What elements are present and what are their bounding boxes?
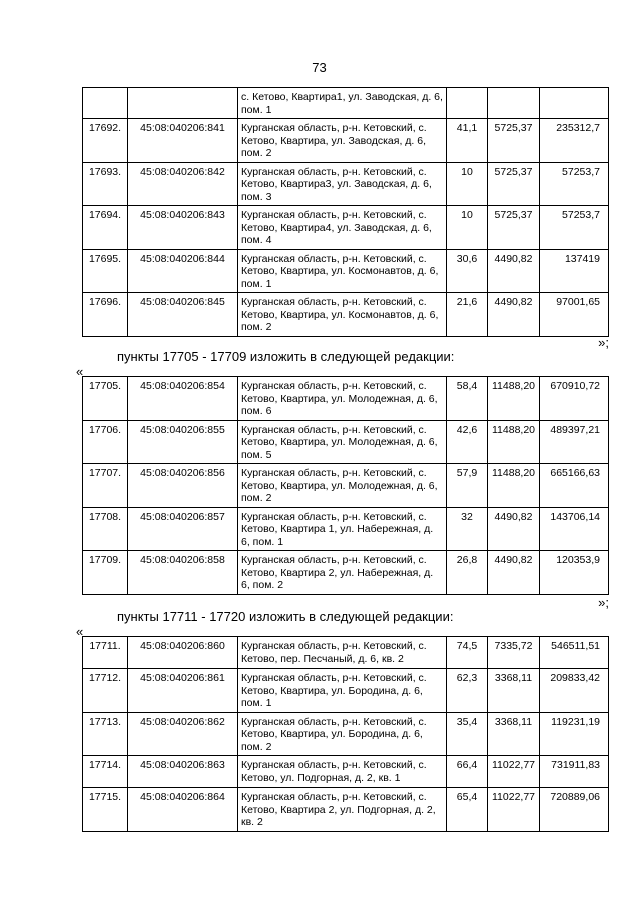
address: Курганская область, р-н. Кетовский, с. Кетово, Квартира, ул. Молодежная, д. 6, пом. 2 [238, 464, 447, 508]
rate: 11488,20 [488, 464, 540, 508]
rate: 3368,11 [488, 712, 540, 756]
rate: 3368,11 [488, 669, 540, 713]
amendment-heading: пункты 17705 - 17709 изложить в следующей редакции: [117, 349, 455, 364]
address: Курганская область, р-н. Кетовский, с. Кетово, Квартира, ул. Молодежная, д. 6, пом. 6 [238, 377, 447, 421]
address: Курганская область, р-н. Кетовский, с. Кетово, Квартира3, ул. Заводская, д. 6, пом. 3 [238, 162, 447, 206]
area [447, 88, 488, 119]
address: Курганская область, р-н. Кетовский, с. Кетово, Квартира 2, ул. Подгорная, д. 2, кв. 2 [238, 788, 447, 832]
rate: 4490,82 [488, 293, 540, 337]
area: 26,8 [447, 551, 488, 595]
table-row [83, 756, 609, 788]
cadastral-number: 45:08:040206:858 [128, 551, 238, 595]
cadastral-value: 97001,65 [540, 293, 609, 337]
cadastral-value [540, 88, 609, 119]
table-row [83, 293, 609, 337]
table-row [83, 637, 609, 669]
amendment-heading: пункты 17711 - 17720 изложить в следующей редакции: [117, 609, 454, 624]
rate: 4490,82 [488, 249, 540, 293]
cadastral-value: 489397,21 [540, 420, 609, 464]
cadastral-number: 45:08:040206:854 [128, 377, 238, 421]
item-number: 17695. [83, 249, 128, 293]
page-number: 73 [312, 60, 327, 75]
item-number: 17707. [83, 464, 128, 508]
rate: 4490,82 [488, 551, 540, 595]
cadastral-number [128, 88, 238, 119]
rate: 4490,82 [488, 507, 540, 551]
cadastral-number: 45:08:040206:857 [128, 507, 238, 551]
area: 58,4 [447, 377, 488, 421]
area: 30,6 [447, 249, 488, 293]
cadastral-number: 45:08:040206:845 [128, 293, 238, 337]
cadastral-number: 45:08:040206:856 [128, 464, 238, 508]
item-number: 17714. [83, 756, 128, 788]
rate [488, 88, 540, 119]
table-row [83, 377, 609, 421]
address: Курганская область, р-н. Кетовский, с. Кетово, Квартира, ул. Бородина, д. 6, пом. 1 [238, 669, 447, 713]
cadastral-number: 45:08:040206:842 [128, 162, 238, 206]
item-number: 17705. [83, 377, 128, 421]
address: с. Кетово, Квартира1, ул. Заводская, д. 6, пом. 1 [238, 88, 447, 119]
cadastral-number: 45:08:040206:855 [128, 420, 238, 464]
closing-quote: »; [598, 595, 609, 610]
rate: 5725,37 [488, 162, 540, 206]
rate: 11022,77 [488, 756, 540, 788]
table-row [83, 206, 609, 250]
address: Курганская область, р-н. Кетовский, с. Кетово, Квартира, ул. Заводская, д. 6, пом. 2 [238, 119, 447, 163]
table-row [83, 249, 609, 293]
cadastral-number: 45:08:040206:860 [128, 637, 238, 669]
rate: 5725,37 [488, 206, 540, 250]
area: 74,5 [447, 637, 488, 669]
table-row [83, 551, 609, 595]
cadastral-number: 45:08:040206:863 [128, 756, 238, 788]
area: 10 [447, 162, 488, 206]
cadastral-number: 45:08:040206:861 [128, 669, 238, 713]
cadastral-value: 546511,51 [540, 637, 609, 669]
cadastral-value: 57253,7 [540, 206, 609, 250]
address: Курганская область, р-н. Кетовский, с. Кетово, Квартира, ул. Космонавтов, д. 6, пом. 2 [238, 293, 447, 337]
address: Курганская область, р-н. Кетовский, с. Кетово, Квартира, ул. Молодежная, д. 6, пом. 5 [238, 420, 447, 464]
area: 65,4 [447, 788, 488, 832]
rate: 11488,20 [488, 377, 540, 421]
cadastral-value: 143706,14 [540, 507, 609, 551]
item-number: 17693. [83, 162, 128, 206]
item-number: 17694. [83, 206, 128, 250]
registry-table-2 [82, 376, 609, 595]
table-row [83, 162, 609, 206]
area: 21,6 [447, 293, 488, 337]
address: Курганская область, р-н. Кетовский, с. Кетово, ул. Подгорная, д. 2, кв. 1 [238, 756, 447, 788]
opening-quote: « [76, 364, 84, 379]
address: Курганская область, р-н. Кетовский, с. Кетово, Квартира4, ул. Заводская, д. 6, пом. 4 [238, 206, 447, 250]
table-row [83, 507, 609, 551]
item-number: 17706. [83, 420, 128, 464]
table-row [83, 712, 609, 756]
rate: 11488,20 [488, 420, 540, 464]
cadastral-value: 731911,83 [540, 756, 609, 788]
cadastral-number: 45:08:040206:843 [128, 206, 238, 250]
address: Курганская область, р-н. Кетовский, с. Кетово, Квартира 2, ул. Набережная, д. 6, пом. 2 [238, 551, 447, 595]
rate: 5725,37 [488, 119, 540, 163]
address: Курганская область, р-н. Кетовский, с. Кетово, Квартира, ул. Бородина, д. 6, пом. 2 [238, 712, 447, 756]
registry-table-3 [82, 636, 609, 832]
opening-quote: « [76, 624, 84, 639]
area: 57,9 [447, 464, 488, 508]
cadastral-value: 57253,7 [540, 162, 609, 206]
item-number: 17708. [83, 507, 128, 551]
cadastral-value: 665166,63 [540, 464, 609, 508]
cadastral-value: 119231,19 [540, 712, 609, 756]
cadastral-value: 720889,06 [540, 788, 609, 832]
area: 10 [447, 206, 488, 250]
cadastral-value: 670910,72 [540, 377, 609, 421]
item-number: 17709. [83, 551, 128, 595]
area: 62,3 [447, 669, 488, 713]
area: 41,1 [447, 119, 488, 163]
cadastral-value: 137419 [540, 249, 609, 293]
closing-quote: »; [598, 335, 609, 350]
table-row [83, 88, 609, 119]
item-number: 17713. [83, 712, 128, 756]
cadastral-number: 45:08:040206:844 [128, 249, 238, 293]
rate: 7335,72 [488, 637, 540, 669]
address: Курганская область, р-н. Кетовский, с. Кетово, пер. Песчаный, д. 6, кв. 2 [238, 637, 447, 669]
table-row [83, 788, 609, 832]
address: Курганская область, р-н. Кетовский, с. Кетово, Квартира 1, ул. Набережная, д. 6, пом. 1 [238, 507, 447, 551]
cadastral-number: 45:08:040206:862 [128, 712, 238, 756]
registry-table-1 [82, 87, 609, 337]
area: 66,4 [447, 756, 488, 788]
cadastral-value: 209833,42 [540, 669, 609, 713]
cadastral-number: 45:08:040206:864 [128, 788, 238, 832]
table-row [83, 119, 609, 163]
item-number: 17711. [83, 637, 128, 669]
table-row [83, 669, 609, 713]
area: 32 [447, 507, 488, 551]
cadastral-number: 45:08:040206:841 [128, 119, 238, 163]
item-number: 17712. [83, 669, 128, 713]
cadastral-value: 120353,9 [540, 551, 609, 595]
table-row [83, 420, 609, 464]
item-number: 17696. [83, 293, 128, 337]
area: 35,4 [447, 712, 488, 756]
item-number [83, 88, 128, 119]
table-row [83, 464, 609, 508]
item-number: 17715. [83, 788, 128, 832]
rate: 11022,77 [488, 788, 540, 832]
address: Курганская область, р-н. Кетовский, с. Кетово, Квартира, ул. Космонавтов, д. 6, пом. 1 [238, 249, 447, 293]
area: 42,6 [447, 420, 488, 464]
cadastral-value: 235312,7 [540, 119, 609, 163]
item-number: 17692. [83, 119, 128, 163]
